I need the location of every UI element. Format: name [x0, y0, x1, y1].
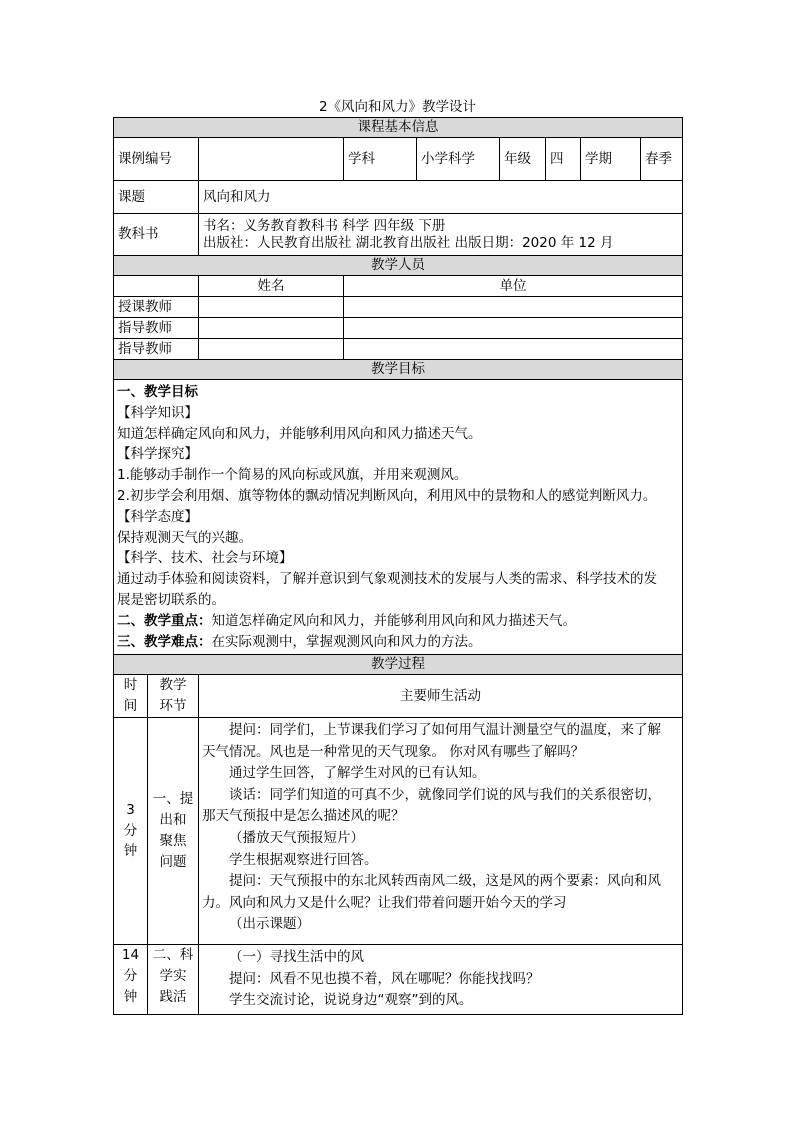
time-cell — [114, 717, 148, 944]
stage-text: 问题 — [159, 853, 187, 870]
time-text: 3 — [126, 801, 135, 818]
staff-unit — [344, 297, 683, 318]
stage-text: 聚焦 — [159, 832, 187, 849]
time-text: 钟 — [123, 988, 138, 1005]
key-point-text: 知道怎样确定风向和风力，并能够利用风向和风力描述天气。 — [211, 612, 576, 629]
column-header-stage — [148, 675, 199, 718]
activity-line: 天气情况。风也是一种常见的天气现象。 你对风有哪些了解吗？ — [202, 743, 585, 760]
key-point — [117, 611, 679, 632]
section-title: 教学过程 — [114, 655, 683, 675]
textbook-line: 书名：义务教育教科书 科学 四年级 下册 — [203, 217, 446, 234]
textbook-line: 出版社：人民教育出版社 湖北教育出版社 出版日期：2020 年 12 月 — [203, 234, 614, 251]
activity-line: 学生交流讨论，说说身边“观察”到的风。 — [229, 992, 473, 1009]
process-row — [114, 944, 683, 1014]
goal-subheading: 【科学知识】 — [117, 404, 198, 421]
header-char: 环节 — [159, 698, 187, 715]
stage-text: 践活 — [159, 988, 187, 1005]
staff-role: 指导教师 — [114, 318, 199, 339]
field-label: 学科 — [344, 138, 417, 181]
stage-cell — [148, 717, 199, 944]
header-char: 教学 — [159, 677, 187, 694]
time-text: 分 — [123, 822, 138, 839]
activity-line: 通过学生回答，了解学生对风的已有认知。 — [229, 765, 486, 782]
time-cell — [114, 944, 148, 1014]
goal-heading: 一、教学目标 — [117, 384, 198, 400]
goal-subheading: 【科学态度】 — [117, 508, 198, 525]
activity-line: （出示课题） — [229, 916, 310, 933]
section-title: 课程基本信息 — [114, 118, 683, 138]
column-header-time — [114, 675, 148, 718]
section-header-staff — [114, 256, 683, 276]
activity-line: （播放天气预报短片） — [229, 829, 364, 846]
section-title: 教学目标 — [114, 360, 683, 380]
staff-row — [114, 297, 683, 318]
activity-line: 提问：天气预报中的东北风转西南风二级，这是风的两个要素：风向和风 — [229, 873, 661, 890]
field-value — [199, 138, 344, 181]
process-header-row — [114, 675, 683, 718]
column-header: 单位 — [344, 276, 683, 297]
header-char: 时 — [123, 677, 138, 694]
stage-text: 学实 — [159, 967, 187, 984]
field-value: 风向和风力 — [199, 181, 683, 214]
section-title: 教学人员 — [114, 256, 683, 276]
activity-cell — [199, 717, 683, 944]
time-text: 钟 — [123, 843, 138, 860]
field-label: 课题 — [114, 181, 199, 214]
staff-unit — [344, 339, 683, 360]
difficult-point-text: 在实际观测中，掌握观测风向和风力的方法。 — [211, 633, 482, 650]
goal-text: 2.初步学会利用烟、旗等物体的飘动情况判断风向，利用风中的景物和人的感觉判断风力。 — [117, 487, 657, 504]
section-header-process — [114, 655, 683, 675]
goal-subheading: 【科学、技术、社会与环境】 — [117, 550, 293, 567]
topic-row — [114, 181, 683, 214]
staff-role: 授课教师 — [114, 297, 199, 318]
stage-text: 一、提 — [152, 791, 194, 808]
activity-line: 提问：风看不见也摸不着，风在哪呢？你能找找吗？ — [229, 970, 540, 987]
goal-text: 保持观测天气的兴趣。 — [117, 529, 252, 546]
staff-role: 指导教师 — [114, 339, 199, 360]
activity-line: 学生根据观察进行回答。 — [229, 851, 378, 868]
goal-text: 展是密切联系的。 — [117, 591, 225, 608]
field-label: 年级 — [500, 138, 546, 181]
field-value: 四 — [546, 138, 581, 181]
difficult-point — [117, 632, 679, 653]
column-header-activity: 主要师生活动 — [199, 675, 683, 718]
textbook-row — [114, 214, 683, 256]
activity-cell — [199, 944, 683, 1014]
stage-text: 二、科 — [152, 946, 194, 963]
field-label: 教科书 — [114, 214, 199, 256]
staff-row — [114, 318, 683, 339]
goals-content — [114, 380, 683, 655]
staff-name — [199, 297, 344, 318]
activity-line: 那天气预报中是怎么描述风的呢？ — [202, 808, 405, 825]
staff-name — [199, 318, 344, 339]
field-value — [199, 214, 683, 256]
stage-cell — [148, 944, 199, 1014]
time-text: 14 — [121, 946, 140, 963]
stage-text: 出和 — [159, 812, 187, 829]
document-title: 2《风向和风力》教学设计 — [318, 99, 477, 115]
staff-unit — [344, 318, 683, 339]
section-header-goals — [114, 360, 683, 380]
basic-info-row — [114, 138, 683, 181]
lesson-plan-table — [113, 117, 683, 1015]
section-header-basic — [114, 118, 683, 138]
header-char: 间 — [123, 698, 138, 715]
activity-line: 力。风向和风力又是什么呢？让我们带着问题开始今天的学习 — [202, 894, 567, 911]
time-text: 分 — [123, 967, 138, 984]
goal-text: 知道怎样确定风向和风力，并能够利用风向和风力描述天气。 — [117, 425, 482, 442]
goals-row — [114, 380, 683, 655]
key-point-label: 二、教学重点： — [117, 612, 212, 629]
goal-text: 1.能够动手制作一个简易的风向标或风旗，并用来观测风。 — [117, 467, 468, 484]
field-label: 学期 — [581, 138, 641, 181]
column-header: 姓名 — [199, 276, 344, 297]
staff-row — [114, 339, 683, 360]
empty-cell — [114, 276, 199, 297]
goal-text: 通过动手体验和阅读资料，了解并意识到气象观测技术的发展与人类的需求、科学技术的发 — [117, 571, 657, 588]
field-value: 小学科学 — [417, 138, 500, 181]
activity-line: （一）寻找生活中的风 — [229, 948, 364, 965]
process-row — [114, 717, 683, 944]
field-label: 课例编号 — [114, 138, 199, 181]
field-value: 春季 — [641, 138, 683, 181]
activity-line: 谈话：同学们知道的可真不少，就像同学们说的风与我们的关系很密切， — [229, 786, 661, 803]
goal-subheading: 【科学探究】 — [117, 446, 198, 463]
difficult-point-label: 三、教学难点： — [117, 633, 212, 650]
staff-header-row — [114, 276, 683, 297]
activity-line: 提问：同学们，上节课我们学习了如何用气温计测量空气的温度，来了解 — [229, 721, 661, 738]
staff-name — [199, 339, 344, 360]
